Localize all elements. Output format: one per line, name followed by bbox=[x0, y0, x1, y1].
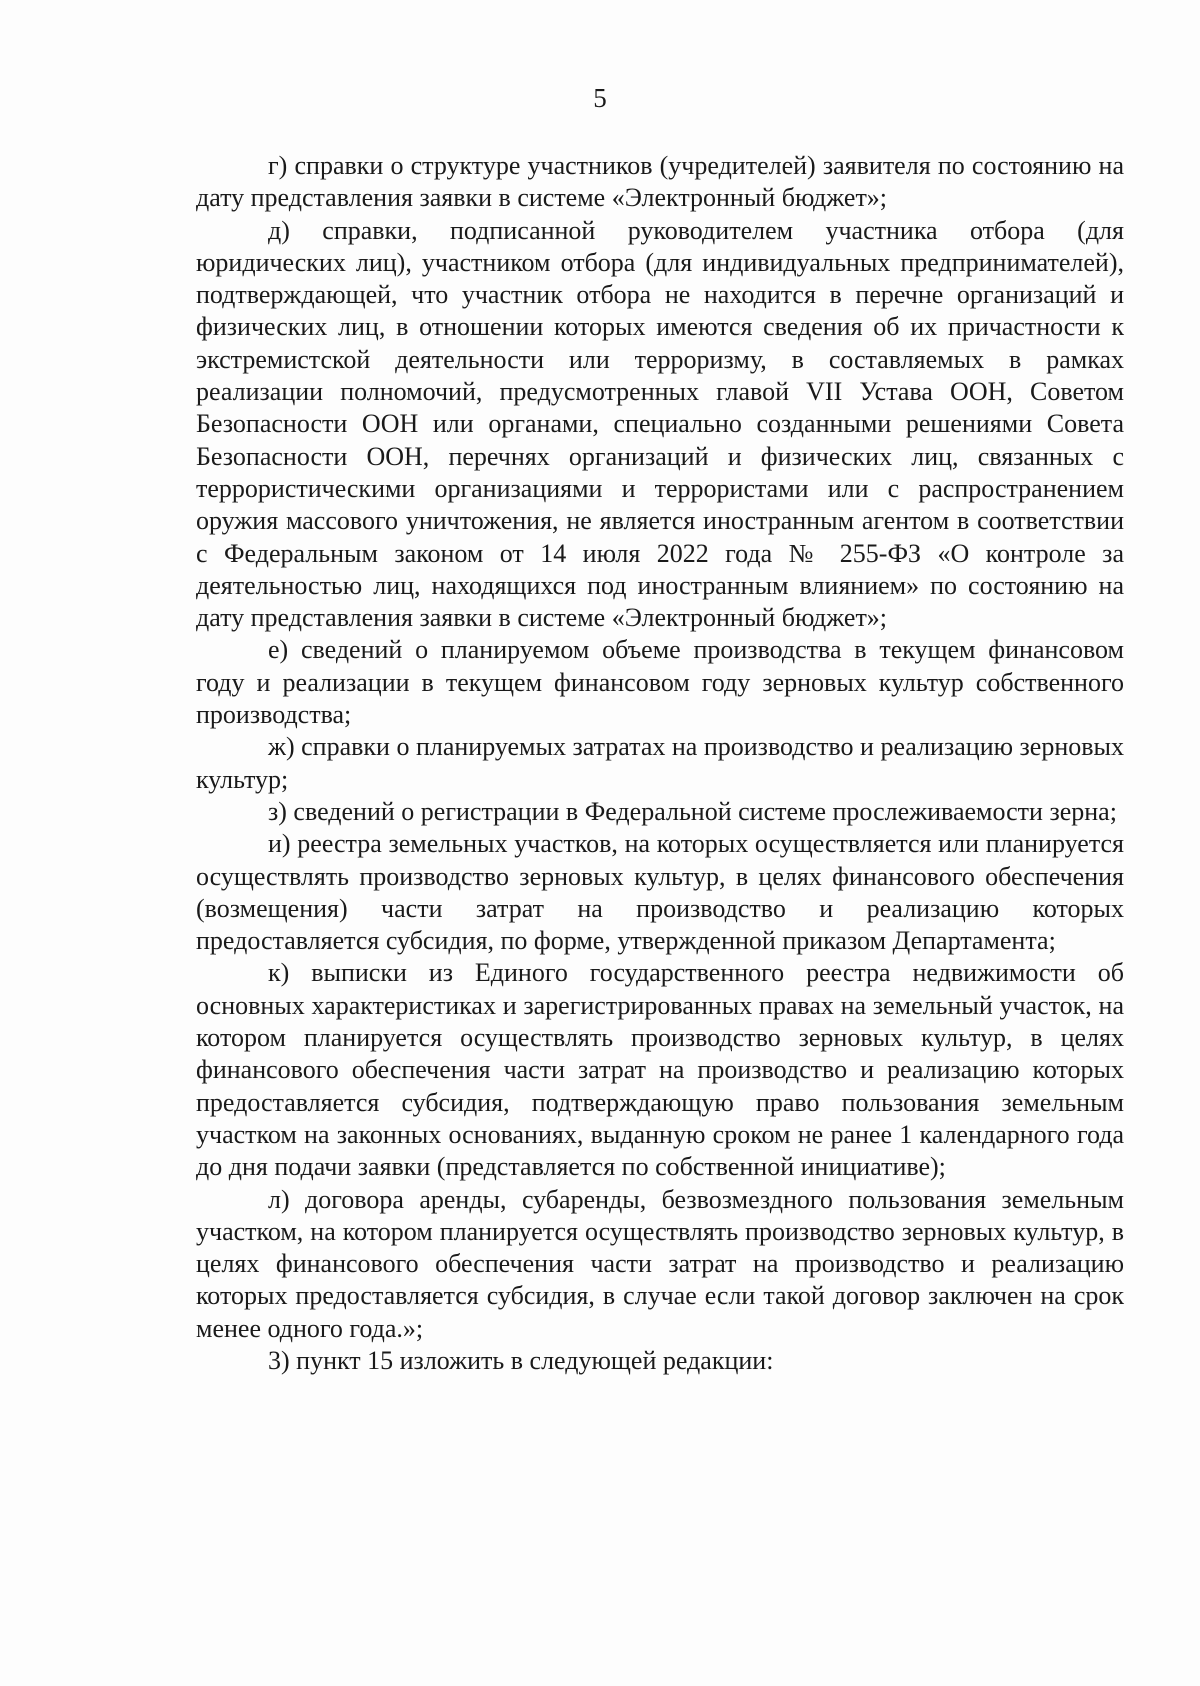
paragraph-zh: ж) справки о планируемых затратах на производство и реализацию зерновых культур; bbox=[196, 732, 1124, 794]
paragraph-e: е) сведений о планируемом объеме производства в текущем финансовом году и реализации в текущем финансовом году зерновых культур собственного производства; bbox=[196, 635, 1124, 730]
paragraph-z: з) сведений о регистрации в Федеральной системе прослеживаемости зерна; bbox=[268, 796, 1117, 826]
paragraph-i: и) реестра земельных участков, на которых осуществляется или планируется осуществлять производство зерновых культур, в целях финансового обеспечения (возмещения) части затрат на производство и реализацию которых предоставляется субсидия, по форме, утвержденной приказом Департамента; bbox=[196, 829, 1124, 956]
paragraph-d: д) справки, подписанной руководителем участника отбора (для юридических лиц), участником отбора (для индивидуальных предпринимателей), подтверждающей, что участник отбора не находится в перечне организаций и физических лиц, в отношении которых имеются сведения об их причастности к экстремистской деятельности или терроризму, в составляемых в рамках реализации полномочий, предусмотренных главой VII Устава ООН, Советом Безопасности ООН или органами, специально созданными решениями Совета Безопасности ООН, перечнях организаций и физических лиц, связанных с террористическими организациями и террористами или с распространением оружия массового уничтожения, не является иностранным агентом в соответствии с Федеральным законом от 14 июля 2022 года № 255-ФЗ «О контроле за деятельностью лиц, находящихся под иностранным влиянием» по состоянию на дату представления заявки в системе «Электронный бюджет»; bbox=[196, 215, 1124, 633]
page-number: 5 bbox=[593, 83, 607, 113]
paragraph-g: г) справки о структуре участников (учредителей) заявителя по состоянию на дату представления заявки в системе «Электронный бюджет»; bbox=[196, 151, 1124, 213]
paragraph-l: л) договора аренды, субаренды, безвозмездного пользования земельным участком, на котором планируется осуществлять производство зерновых культур, в целях финансового обеспечения части затрат на производство и реализацию которых предоставляется субсидия, в случае если такой договор заключен на срок менее одного года.»; bbox=[196, 1184, 1124, 1343]
document-body bbox=[196, 150, 1124, 1377]
paragraph-k: к) выписки из Единого государственного реестра недвижимости об основных характеристиках и зарегистрированных правах на земельный участок, на котором планируется осуществлять производство зерновых культур, в целях финансового обеспечения части затрат на производство и реализацию которых предоставляется субсидия, подтверждающую право пользования земельным участком на законных основаниях, выданную сроком не ранее 1 календарного года до дня подачи заявки (представляется по собственной инициативе); bbox=[196, 958, 1124, 1182]
paragraph-item-3: 3) пункт 15 изложить в следующей редакции: bbox=[268, 1345, 774, 1375]
